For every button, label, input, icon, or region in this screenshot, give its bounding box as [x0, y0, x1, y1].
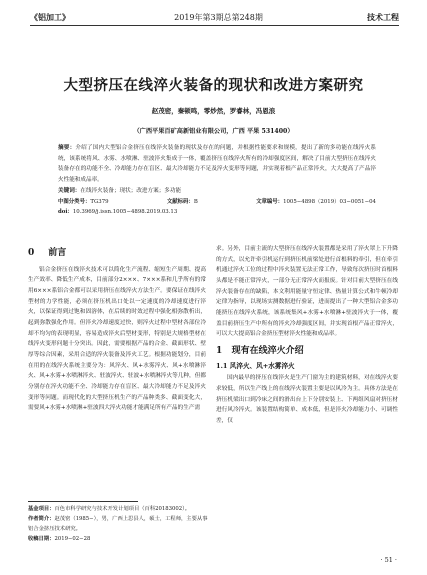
section-heading-1: 1 现有在线淬火介绍	[216, 345, 304, 356]
running-header	[30, 10, 399, 24]
journal-name: 《铝加工》	[30, 11, 70, 22]
section-name: 技术工程	[367, 11, 399, 22]
abstract	[58, 143, 376, 185]
classification-row	[58, 197, 376, 205]
affiliation: （广西平果百矿高新铝业有限公司，广西 平果 531400）	[133, 128, 294, 135]
header-rule	[30, 25, 399, 26]
received-date: 收稿日期：2019−02−28	[28, 536, 91, 542]
abstract-label: 摘要：	[58, 145, 76, 151]
fund-note: 基金项目：百色市科学研究与技术开发计划项目（百科20183002）。	[28, 506, 191, 512]
section-heading-intro: 0 前言	[28, 248, 67, 258]
issue-info: 2019年第3期总第248期	[174, 12, 263, 22]
intro-paragraph: 铝合金挤压在线淬火技术可以简化生产流程、缩短生产周期、提高生产效率、降低生产成本，目前部分2×××、7×××系和几乎所有的常用6×××系铝合金都可以采用挤压在线淬火方法生产。要保证在线淬火型材的力学性能，必须在挤压机出口处以一定速度的冷却速度进行淬火，以保证得到过饱和固溶体，在后续的时效过程中强化相弥散析出，起到弥散强化作用。但淬火冷却速度过快，则淬火过程中型材各部位冷却不均匀的表现明显，容易造成淬火后型材变形，特别是大规格型材在线淬火变形问题十分突出。因此，需要根据产品的合金、截面形状、壁厚等综合因素，采用合适的淬火装备及淬火工艺。根据功能划分，目前在用的在线淬火系统主要分为：风淬火、风+水雾淬火、风+水喷淋淬火、风+水雾+水喷淋淬火、驻波淬火、驻波+水喷淋淬火等几种，但都分别存在淬火功能不全、冷却能力存在盲区、最大冷却能力不足及淬火变形等问题。而现代化的大型挤压机生产的产品种类多、截面变化大，需要风+水雾+水喷淋+驻波四大淬火功能才能满足所有产品的生产需	[28, 266, 206, 412]
subsection-heading-1-1: 1.1 风淬火、风+水雾淬火	[216, 361, 295, 370]
article-title: 大型挤压在线淬火装备的现状和改进方案研究	[63, 77, 364, 94]
footnotes	[28, 504, 208, 544]
doc-code: 文献标码：B	[166, 199, 198, 205]
page-number: · 51 ·	[380, 556, 397, 564]
doi: doi：10.3969/j.issn.1005−4898.2019.03.13	[58, 209, 178, 215]
keywords-label: 关键词：	[58, 188, 81, 194]
author-list: 赵茂密，秦顿鸣，零炒然，罗睿林，冯恩浪	[151, 107, 276, 115]
author-note: 作者简介：赵茂密（1985−），男，广西上思县人，硕士，工程师，主要从事铝合金挤压技术研究。	[28, 516, 208, 532]
right-column	[216, 244, 398, 427]
keywords-text: 在线淬火装备；现状；改进方案；多功能	[80, 188, 182, 194]
section-1-1-paragraph: 国内最早的挤压在线淬火是生产门窗为主的建筑材料，对在线淬火要求较低，所以生产线上的在线淬火装置主要是以风冷为主。具体方法是在挤压机梁出口到冷床之间的滑出台上下分别安装上、下两组风扇对挤压材进行风冷淬火。该装置结构简单、成本低，但是淬火冷却能力小、可调性差，仅	[216, 375, 398, 424]
left-column	[28, 246, 206, 414]
abstract-text: 介绍了国内大型铝合金挤压在线淬火装备的现状及存在的问题，并根据性能要求和规模，提出了新的多功能在线淬火系统，该系统将风、水雾、水喷淋、驻波淬火集成于一体，覆盖挤压在线淬火所有的冷却强度区间，解决了目前大型挤压在线淬火装备存在的功能不全、冷却能力存在盲区、最大冷却能力不足及淬火变形等问题，并实现着根产品正常淬火，大大提高了产品淬火性能和成品率。	[58, 145, 376, 183]
footnote-rule	[28, 501, 138, 502]
keywords	[58, 186, 376, 194]
intro-paragraph-cont: 求。另外，目前主流的大型挤压在线淬火装置都是采用了淬火罩上下升降的方式，以允许牵引机运行到挤压机前梁处进行首根料的牵引，但在牵引机通过淬火工位的过程中淬火装置无法正常工作，导致每次挤压时首根料头都是不能正常淬火，一部分无正常淬火而报废。针对目前大型挤压在线淬火装备存在的缺陷，本文利用能量守恒定律、热量计算公式和牛顿冷却定律为指导，以现场实测数据进行验证，进而提出了一种大型铝合金多功能挤压在线淬火系统，该系统集风+水雾+水喷淋+驻波淬火于一体，覆盖目前挤压生产中所有的淬火冷却强度区间，并实现首根产品正常淬火，可以大大提高铝合金挤压型材淬火性能和成品率。	[216, 246, 398, 338]
clc-code: 中图分类号：TG379	[58, 199, 109, 205]
article-number: 文章编号：1005−4898（2019）03−0051−04	[256, 199, 376, 205]
